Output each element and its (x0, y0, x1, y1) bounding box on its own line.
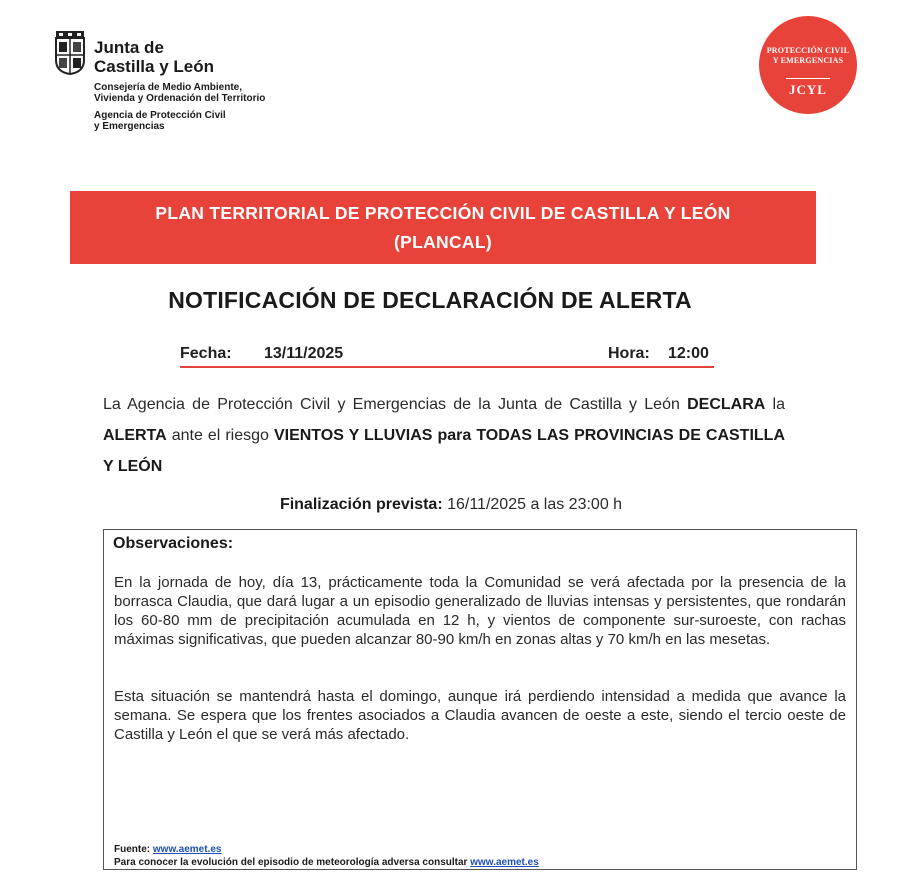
consult-link[interactable]: www.aemet.es (470, 857, 539, 868)
plan-banner (70, 191, 816, 264)
agency-name (94, 110, 226, 132)
finalization-line (0, 496, 902, 514)
declaration-risk: VIENTOS Y LLUVIAS para TODAS LAS PROVINCIAS DE CASTILLA Y LEÓN (103, 427, 785, 475)
source-label: Fuente: (114, 844, 153, 855)
dept-line1: Consejería de Medio Ambiente, (94, 82, 242, 93)
observations-paragraph-2: Esta situación se mantendrá hasta el domingo, aunque irá perdiendo intensidad a medida que avance la semana. Se espera que los frentes asociados a Claudia avancen de oeste a este, siendo el tercio oeste de Castilla y León el que se verá más afectado. (114, 688, 846, 743)
organization-name (94, 38, 214, 76)
observations-box (103, 529, 857, 870)
banner-acronym: (PLANCAL) (394, 232, 492, 252)
logo-acronym: JCYL (789, 82, 827, 97)
date-label: Fecha: (180, 345, 232, 362)
agency-line2: y Emergencias (94, 121, 165, 132)
dept-line2: Vivienda y Ordenación del Territorio (94, 93, 266, 104)
department-name (94, 82, 265, 104)
observations-paragraph-1: En la jornada de hoy, día 13, prácticamente toda la Comunidad se verá afectada por la presencia de la borrasca Claudia, que dará lugar a un episodio generalizado de lluvias intensas y persistentes, que rondarán los 60-80 mm de precipitación acumulada en 12 h, y vientos de componente sur-suroeste, con rachas máximas significativas, que pueden alcanzar 80-90 km/h en zonas altas y 70 km/h en las mesetas. (114, 574, 846, 648)
date-underline (180, 366, 714, 368)
page-title: NOTIFICACIÓN DE DECLARACIÓN DE ALERTA (168, 287, 692, 313)
time-label: Hora: (608, 345, 650, 362)
finalization-label: Finalización prevista: (279, 496, 443, 513)
date-row (180, 345, 714, 369)
source-line (114, 844, 221, 855)
coat-of-arms-icon (54, 30, 86, 75)
date-value: 13/11/2025 (264, 345, 344, 362)
logo-text-line1: PROTECCIÓN CIVIL (766, 46, 850, 55)
civil-protection-logo (759, 16, 857, 114)
org-name-line2: Castilla y León (94, 57, 214, 76)
declaration-alert: ALERTA (103, 427, 167, 444)
logo-divider (786, 78, 830, 79)
logo-text-line2: Y EMERGENCIAS (772, 56, 844, 65)
declaration-text-1: La Agencia de Protección Civil y Emergencias de la Junta de Castilla y León (103, 396, 680, 413)
declaration-paragraph (103, 389, 785, 482)
declaration-text-2: la (765, 396, 786, 413)
time-value: 12:00 (668, 345, 709, 362)
consult-line (114, 857, 539, 868)
source-link[interactable]: www.aemet.es (152, 844, 222, 855)
org-name-line1: Junta de (94, 38, 164, 57)
observations-title: Observaciones: (113, 535, 234, 552)
agency-line1: Agencia de Protección Civil (94, 110, 226, 121)
consult-text: Para conocer la evolución del episodio de meteorología adversa consultar (114, 857, 471, 868)
logo-text (759, 46, 857, 66)
declaration-verb: DECLARA (687, 396, 766, 413)
declaration-text-3: ante el riesgo (166, 427, 274, 444)
banner-title: PLAN TERRITORIAL DE PROTECCIÓN CIVIL DE CASTILLA Y LEÓN (155, 203, 731, 223)
finalization-value: 16/11/2025 a las 23:00 h (442, 496, 623, 513)
